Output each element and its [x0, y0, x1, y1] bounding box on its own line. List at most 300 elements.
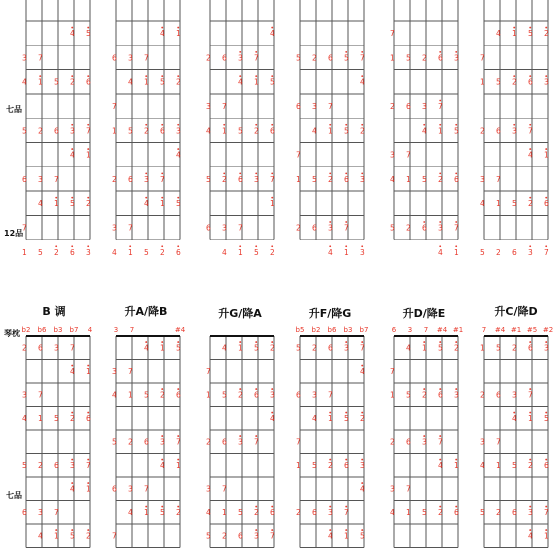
key-title-f-sharp: 升F/降G — [308, 307, 352, 320]
high-octave-dot — [529, 75, 531, 77]
high-octave-dot — [161, 459, 163, 461]
top-chart-0 — [22, 0, 91, 257]
note-label: 3 — [238, 437, 243, 447]
note-label: 6 — [454, 174, 459, 184]
high-octave-dot — [439, 100, 441, 102]
high-octave-dot — [177, 197, 179, 199]
note-label: 5 — [144, 390, 149, 400]
note-label: 1 — [254, 77, 259, 87]
high-octave-dot — [455, 506, 457, 508]
high-octave-dot — [345, 412, 347, 414]
note-label: 1 — [86, 367, 91, 377]
note-label: 5 — [270, 77, 275, 87]
note-label: 4 — [406, 343, 411, 353]
note-label: 3 — [112, 367, 117, 377]
high-octave-dot — [223, 172, 225, 174]
high-octave-dot — [513, 412, 515, 414]
note-label: 7 — [238, 223, 243, 233]
note-label: 3 — [312, 101, 317, 111]
high-octave-dot — [255, 75, 257, 77]
high-octave-dot — [529, 459, 531, 461]
note-label: 7 — [38, 53, 43, 63]
high-octave-dot — [329, 459, 331, 461]
high-octave-dot — [439, 245, 441, 247]
open-string-note: b5 — [295, 326, 305, 334]
note-label: 7 — [390, 29, 395, 39]
note-label: 1 — [176, 461, 181, 471]
note-label: 6 — [454, 508, 459, 518]
high-octave-dot — [177, 75, 179, 77]
note-label: 2 — [38, 126, 43, 136]
high-octave-dot — [345, 459, 347, 461]
note-label: 3 — [128, 484, 133, 494]
note-label: 7 — [112, 531, 117, 541]
note-label: 2 — [328, 174, 333, 184]
note-label: 5 — [22, 461, 27, 471]
note-label: 3 — [454, 390, 459, 400]
note-label: 5 — [512, 199, 517, 209]
note-label: 1 — [222, 126, 227, 136]
note-label: 7 — [480, 53, 485, 63]
high-octave-dot — [329, 124, 331, 126]
note-label: 2 — [254, 126, 259, 136]
note-label: 6 — [112, 484, 117, 494]
high-octave-dot — [545, 27, 547, 29]
high-octave-dot — [455, 51, 457, 53]
high-octave-dot — [271, 172, 273, 174]
note-label: 4 — [528, 150, 533, 160]
open-string-note: 4 — [87, 326, 93, 334]
note-label: 5 — [176, 199, 181, 209]
high-octave-dot — [439, 124, 441, 126]
high-octave-dot — [161, 506, 163, 508]
note-label: 2 — [222, 531, 227, 541]
high-octave-dot — [439, 221, 441, 223]
high-octave-dot — [223, 124, 225, 126]
note-label: 2 — [254, 508, 259, 518]
note-label: 3 — [390, 150, 395, 160]
note-label: 2 — [206, 53, 211, 63]
note-label: 6 — [344, 174, 349, 184]
high-octave-dot — [345, 221, 347, 223]
key-title-g-sharp: 升G/降A — [218, 307, 262, 320]
high-octave-dot — [145, 197, 147, 199]
note-label: 6 — [86, 414, 91, 424]
high-octave-dot — [439, 388, 441, 390]
top-chart-2 — [206, 0, 275, 257]
note-label: 3 — [512, 390, 517, 400]
note-label: 2 — [38, 461, 43, 471]
note-label: 7 — [438, 437, 443, 447]
bottom-chart-1 — [112, 326, 186, 548]
note-label: 4 — [496, 29, 501, 39]
note-label: 7 — [54, 174, 59, 184]
high-octave-dot — [161, 388, 163, 390]
high-octave-dot — [255, 388, 257, 390]
high-octave-dot — [71, 412, 73, 414]
note-label: 3 — [128, 53, 133, 63]
high-octave-dot — [361, 341, 363, 343]
note-label: 2 — [454, 343, 459, 353]
high-octave-dot — [255, 529, 257, 531]
note-label: 4 — [144, 199, 149, 209]
note-label: 5 — [528, 29, 533, 39]
high-octave-dot — [177, 341, 179, 343]
high-octave-dot — [87, 245, 89, 247]
note-label: 4 — [112, 247, 117, 257]
note-label: 5 — [390, 223, 395, 233]
note-label: 5 — [344, 126, 349, 136]
note-label: 1 — [454, 461, 459, 471]
note-label: 4 — [222, 247, 227, 257]
high-octave-dot — [239, 435, 241, 437]
note-label: 3 — [38, 174, 43, 184]
note-label: 4 — [390, 508, 395, 518]
note-label: 6 — [312, 508, 317, 518]
note-label: 7 — [38, 390, 43, 400]
note-label: 5 — [70, 199, 75, 209]
open-string-note: b2 — [21, 326, 31, 334]
high-octave-dot — [361, 482, 363, 484]
high-octave-dot — [455, 341, 457, 343]
note-label: 4 — [422, 126, 427, 136]
note-label: 7 — [54, 508, 59, 518]
top-chart-1 — [112, 0, 181, 257]
note-label: 2 — [496, 247, 501, 257]
note-label: 1 — [496, 461, 501, 471]
note-label: 5 — [222, 390, 227, 400]
high-octave-dot — [255, 435, 257, 437]
note-label: 2 — [206, 437, 211, 447]
note-label: 3 — [544, 343, 549, 353]
high-octave-dot — [545, 412, 547, 414]
high-octave-dot — [529, 27, 531, 29]
note-label: 7 — [222, 101, 227, 111]
note-label: 6 — [206, 223, 211, 233]
note-label: 5 — [438, 343, 443, 353]
note-label: 2 — [480, 126, 485, 136]
note-label: 4 — [70, 367, 75, 377]
note-label: 7 — [176, 437, 181, 447]
note-label: 7 — [206, 367, 211, 377]
note-label: 4 — [70, 150, 75, 160]
top-chart-3 — [296, 0, 365, 257]
note-label: 2 — [406, 223, 411, 233]
high-octave-dot — [329, 221, 331, 223]
note-label: 6 — [222, 437, 227, 447]
note-label: 4 — [38, 531, 43, 541]
note-label: 3 — [422, 437, 427, 447]
note-label: 4 — [512, 414, 517, 424]
note-label: 2 — [86, 531, 91, 541]
note-label: 5 — [360, 531, 365, 541]
note-label: 5 — [312, 174, 317, 184]
note-label: 3 — [344, 343, 349, 353]
open-string-note: 6 — [391, 326, 397, 334]
note-label: 3 — [480, 437, 485, 447]
note-label: 4 — [390, 174, 395, 184]
note-label: 6 — [422, 223, 427, 233]
note-label: 2 — [270, 343, 275, 353]
open-string-note: #2 — [542, 326, 554, 334]
note-label: 5 — [128, 126, 133, 136]
bottom-chart-5 — [480, 326, 553, 548]
high-octave-dot — [55, 245, 57, 247]
high-octave-dot — [455, 388, 457, 390]
note-label: 4 — [70, 29, 75, 39]
note-label: 1 — [390, 53, 395, 63]
note-label: 5 — [70, 531, 75, 541]
note-label: 3 — [206, 484, 211, 494]
note-label: 3 — [528, 508, 533, 518]
high-octave-dot — [529, 529, 531, 531]
note-label: 6 — [496, 390, 501, 400]
note-label: 6 — [254, 390, 259, 400]
note-label: 3 — [390, 484, 395, 494]
open-string-note: b2 — [311, 326, 321, 334]
high-octave-dot — [423, 341, 425, 343]
note-label: 2 — [328, 461, 333, 471]
note-label: 6 — [528, 77, 533, 87]
note-label: 1 — [544, 150, 549, 160]
high-octave-dot — [87, 197, 89, 199]
note-label: 2 — [422, 390, 427, 400]
note-label: 1 — [160, 343, 165, 353]
note-label: 4 — [22, 77, 27, 87]
note-label: 1 — [38, 77, 43, 87]
note-label: 4 — [270, 414, 275, 424]
high-octave-dot — [345, 51, 347, 53]
high-octave-dot — [513, 124, 515, 126]
note-label: 4 — [438, 247, 443, 257]
high-octave-dot — [455, 221, 457, 223]
high-octave-dot — [177, 245, 179, 247]
note-label: 1 — [344, 247, 349, 257]
bottom-fret-label-seventh: 七品 — [6, 491, 22, 500]
note-label: 5 — [422, 508, 427, 518]
note-label: 7 — [296, 150, 301, 160]
note-label: 5 — [238, 126, 243, 136]
note-label: 4 — [438, 461, 443, 471]
high-octave-dot — [87, 482, 89, 484]
open-string-note: b7 — [359, 326, 369, 334]
top-chart-5 — [480, 0, 549, 257]
note-label: 2 — [480, 390, 485, 400]
high-octave-dot — [439, 51, 441, 53]
note-label: 5 — [238, 508, 243, 518]
note-label: 2 — [438, 174, 443, 184]
note-label: 3 — [422, 101, 427, 111]
high-octave-dot — [361, 124, 363, 126]
high-octave-dot — [361, 245, 363, 247]
note-label: 7 — [406, 150, 411, 160]
note-label: 6 — [512, 508, 517, 518]
note-label: 5 — [254, 247, 259, 257]
note-label: 7 — [22, 223, 27, 233]
high-octave-dot — [345, 245, 347, 247]
note-label: 5 — [296, 53, 301, 63]
note-label: 6 — [38, 343, 43, 353]
note-label: 3 — [270, 390, 275, 400]
note-label: 3 — [328, 508, 333, 518]
note-label: 4 — [176, 150, 181, 160]
note-label: 3 — [512, 126, 517, 136]
high-octave-dot — [545, 197, 547, 199]
note-label: 4 — [128, 77, 133, 87]
bottom-nut-label: 琴枕 — [4, 329, 20, 338]
high-octave-dot — [161, 75, 163, 77]
note-label: 7 — [390, 367, 395, 377]
note-label: 2 — [360, 414, 365, 424]
note-label: 1 — [38, 414, 43, 424]
note-label: 2 — [70, 77, 75, 87]
high-octave-dot — [271, 27, 273, 29]
note-label: 2 — [86, 199, 91, 209]
note-label: 7 — [254, 53, 259, 63]
note-label: 1 — [328, 414, 333, 424]
note-label: 2 — [270, 247, 275, 257]
high-octave-dot — [239, 75, 241, 77]
high-octave-dot — [455, 124, 457, 126]
high-octave-dot — [345, 172, 347, 174]
high-octave-dot — [55, 529, 57, 531]
high-octave-dot — [55, 197, 57, 199]
open-string-note: #1 — [510, 326, 522, 334]
note-label: 1 — [160, 199, 165, 209]
high-octave-dot — [423, 388, 425, 390]
note-label: 7 — [328, 101, 333, 111]
note-label: 5 — [144, 247, 149, 257]
high-octave-dot — [423, 221, 425, 223]
high-octave-dot — [71, 459, 73, 461]
note-label: 7 — [544, 247, 549, 257]
note-label: 7 — [296, 437, 301, 447]
note-label: 3 — [328, 223, 333, 233]
note-label: 6 — [54, 126, 59, 136]
high-octave-dot — [529, 124, 531, 126]
open-string-note: b6 — [37, 326, 47, 334]
note-label: 7 — [254, 437, 259, 447]
note-label: 1 — [128, 247, 133, 257]
high-octave-dot — [161, 197, 163, 199]
note-label: 3 — [254, 531, 259, 541]
note-label: 6 — [344, 461, 349, 471]
high-octave-dot — [271, 341, 273, 343]
note-label: 4 — [160, 29, 165, 39]
note-label: 1 — [406, 508, 411, 518]
note-label: 6 — [438, 390, 443, 400]
note-label: 5 — [296, 343, 301, 353]
note-label: 3 — [112, 223, 117, 233]
note-label: 6 — [176, 247, 181, 257]
high-octave-dot — [329, 412, 331, 414]
note-label: 3 — [70, 126, 75, 136]
high-octave-dot — [177, 435, 179, 437]
note-label: 3 — [254, 174, 259, 184]
note-label: 1 — [54, 531, 59, 541]
note-label: 1 — [176, 29, 181, 39]
high-octave-dot — [529, 506, 531, 508]
note-label: 1 — [296, 461, 301, 471]
high-octave-dot — [455, 245, 457, 247]
high-octave-dot — [71, 27, 73, 29]
high-octave-dot — [177, 388, 179, 390]
high-octave-dot — [145, 172, 147, 174]
high-octave-dot — [345, 506, 347, 508]
open-string-note: 3 — [113, 326, 119, 334]
high-octave-dot — [271, 75, 273, 77]
note-label: 2 — [238, 390, 243, 400]
note-label: 5 — [406, 390, 411, 400]
high-octave-dot — [361, 529, 363, 531]
note-label: 3 — [54, 343, 59, 353]
note-label: 1 — [328, 126, 333, 136]
high-octave-dot — [177, 124, 179, 126]
note-label: 5 — [176, 343, 181, 353]
note-label: 6 — [86, 77, 91, 87]
note-label: 1 — [86, 150, 91, 160]
note-label: 6 — [144, 437, 149, 447]
open-string-note: b6 — [327, 326, 337, 334]
note-label: 5 — [54, 77, 59, 87]
open-string-note: b3 — [53, 326, 63, 334]
high-octave-dot — [545, 529, 547, 531]
note-label: 7 — [270, 531, 275, 541]
high-octave-dot — [87, 529, 89, 531]
high-octave-dot — [271, 412, 273, 414]
high-octave-dot — [39, 75, 41, 77]
top-fret-label-seventh: 七品 — [6, 105, 22, 114]
high-octave-dot — [255, 124, 257, 126]
high-octave-dot — [455, 459, 457, 461]
note-label: 6 — [54, 461, 59, 471]
high-octave-dot — [361, 365, 363, 367]
note-label: 3 — [176, 126, 181, 136]
note-label: 3 — [360, 174, 365, 184]
note-label: 1 — [344, 531, 349, 541]
high-octave-dot — [239, 172, 241, 174]
high-octave-dot — [145, 341, 147, 343]
open-string-note: 7 — [129, 326, 135, 334]
high-octave-dot — [255, 172, 257, 174]
high-octave-dot — [161, 124, 163, 126]
note-label: 2 — [160, 247, 165, 257]
note-label: 5 — [312, 461, 317, 471]
note-label: 7 — [86, 126, 91, 136]
note-label: 3 — [360, 461, 365, 471]
top-fret-label-twelfth: 12品 — [4, 229, 24, 238]
note-label: 3 — [22, 390, 27, 400]
note-label: 2 — [176, 77, 181, 87]
high-octave-dot — [177, 27, 179, 29]
note-label: 4 — [70, 484, 75, 494]
note-label: 3 — [438, 223, 443, 233]
note-label: 6 — [328, 53, 333, 63]
note-label: 6 — [438, 53, 443, 63]
open-string-note: b3 — [343, 326, 353, 334]
note-label: 3 — [454, 53, 459, 63]
note-label: 6 — [176, 390, 181, 400]
high-octave-dot — [239, 388, 241, 390]
high-octave-dot — [513, 75, 515, 77]
open-string-note: #4 — [174, 326, 186, 334]
high-octave-dot — [87, 148, 89, 150]
high-octave-dot — [271, 197, 273, 199]
note-label: 1 — [54, 199, 59, 209]
note-label: 2 — [112, 174, 117, 184]
high-octave-dot — [271, 388, 273, 390]
note-label: 1 — [206, 390, 211, 400]
